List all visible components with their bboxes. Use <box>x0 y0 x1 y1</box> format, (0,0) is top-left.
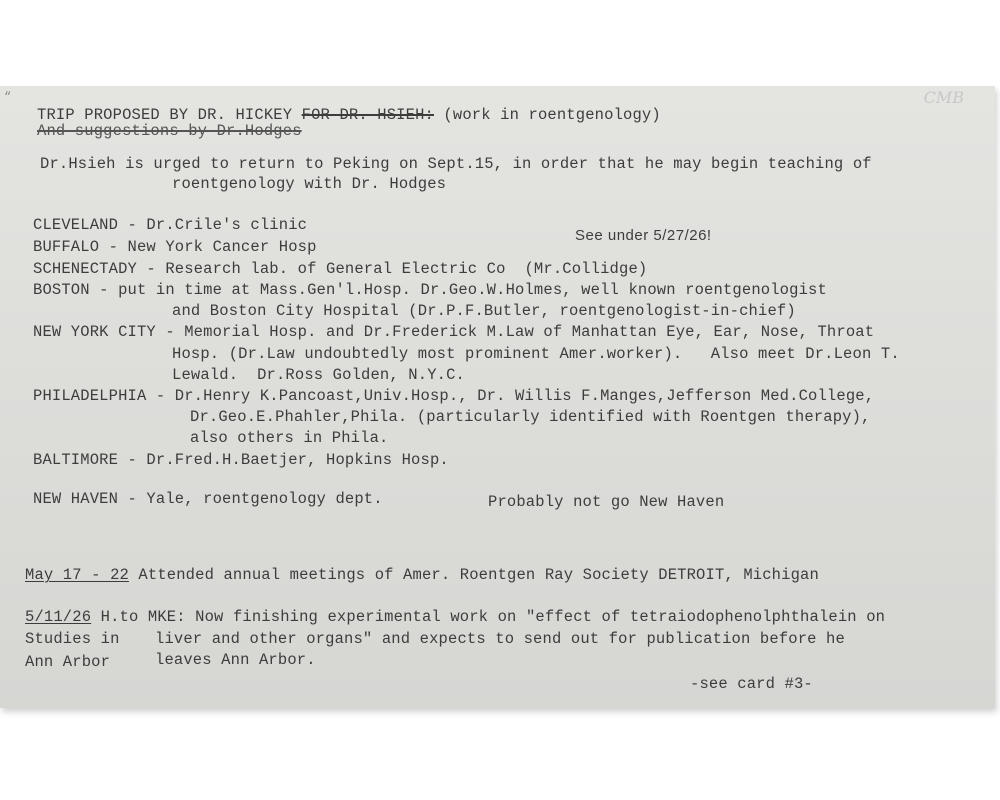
title-text: TRIP PROPOSED BY DR. HICKEY <box>37 106 302 124</box>
entry-5-11-text: H.to MKE: Now finishing experimental work on "effect of tetraiodophenolphthalein on <box>91 608 886 626</box>
margin-note-ann-arbor: Ann Arbor <box>25 653 111 671</box>
entry-5-11-line-1 <box>25 608 885 626</box>
struck-subtitle: And suggestions by Dr.Hodges <box>37 122 302 140</box>
entry-5-11-line-3: leaves Ann Arbor. <box>155 651 316 669</box>
entry-5-11-date: 5/11/26 <box>25 608 92 626</box>
title-subject: (work in roentgenology) <box>433 106 661 124</box>
itinerary-nyc-line-2: Hosp. (Dr.Law undoubtedly most prominent Amer.worker). Also meet Dr.Leon T. <box>172 345 900 363</box>
itinerary-nyc-line-1: NEW YORK CITY - Memorial Hosp. and Dr.Frederick M.Law of Manhattan Eye, Ear, Nose, Throat <box>33 323 875 341</box>
margin-note-studies: Studies in <box>25 630 120 648</box>
itinerary-nyc-line-3: Lewald. Dr.Ross Golden, N.Y.C. <box>172 366 465 384</box>
entry-may-meetings <box>25 566 819 584</box>
see-card-reference: -see card #3- <box>690 675 813 693</box>
title-struck-text: FOR DR. HSIEH: <box>301 106 434 124</box>
itinerary-philadelphia-line-2: Dr.Geo.E.Phahler,Phila. (particularly identified with Roentgen therapy), <box>190 408 871 426</box>
itinerary-schenectady: SCHENECTADY - Research lab. of General Electric Co (Mr.Collidge) <box>33 260 648 278</box>
entry-5-11-line-2: liver and other organs" and expects to send out for publication before he <box>155 630 845 648</box>
margin-mark: “ <box>4 90 12 104</box>
entry-may-text: Attended annual meetings of Amer. Roentgen Ray Society DETROIT, Michigan <box>128 566 819 584</box>
itinerary-philadelphia-line-1: PHILADELPHIA - Dr.Henry K.Pancoast,Univ.Hosp., Dr. Willis F.Manges,Jefferson Med.College, <box>33 387 875 405</box>
intro-line-2: roentgenology with Dr. Hodges <box>172 175 447 193</box>
itinerary-cleveland: CLEVELAND - Dr.Crile's clinic <box>33 216 308 234</box>
see-under-note: See under 5/27/26! <box>575 227 712 244</box>
itinerary-new-haven: NEW HAVEN - Yale, roentgenology dept. <box>33 490 383 508</box>
intro-line-1: Dr.Hsieh is urged to return to Peking on Sept.15, in order that he may begin teaching of <box>40 155 872 173</box>
itinerary-boston-line-2: and Boston City Hospital (Dr.P.F.Butler, roentgenologist-in-chief) <box>172 302 796 320</box>
itinerary-boston-line-1: BOSTON - put in time at Mass.Gen'l.Hosp. Dr.Geo.W.Holmes, well known roentgenologist <box>33 281 827 299</box>
itinerary-philadelphia-line-3: also others in Phila. <box>190 429 389 447</box>
stamped-initials: CMB <box>923 88 964 107</box>
itinerary-baltimore: BALTIMORE - Dr.Fred.H.Baetjer, Hopkins Hosp. <box>33 451 449 469</box>
entry-may-date: May 17 - 22 <box>25 566 129 584</box>
itinerary-buffalo: BUFFALO - New York Cancer Hosp <box>33 238 317 256</box>
new-haven-note: Probably not go New Haven <box>488 493 725 511</box>
